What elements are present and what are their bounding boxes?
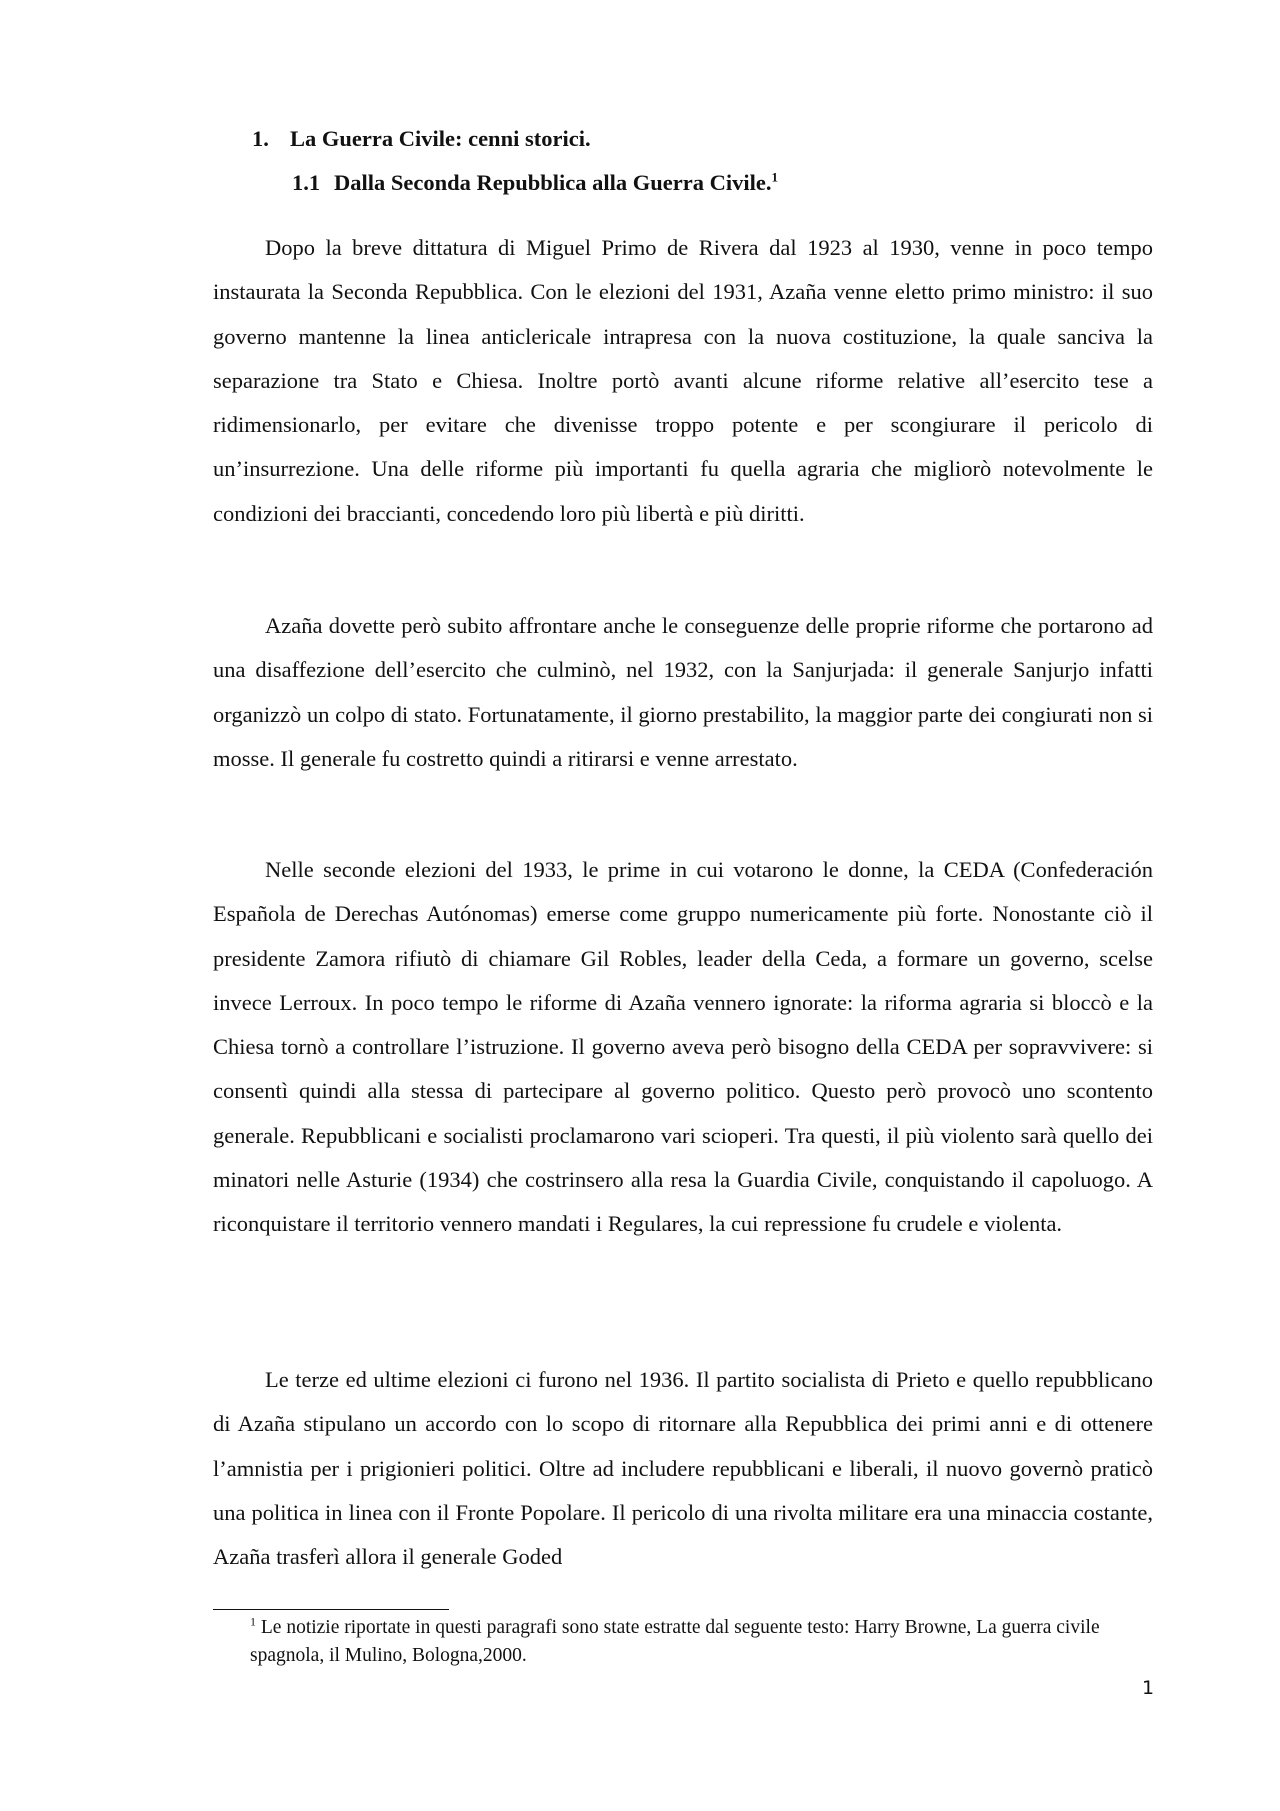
paragraph: Nelle seconde elezioni del 1933, le prime in cui votarono le donne, la CEDA (Confederación Española de Derechas Autónomas) emerse come gruppo numericamente più forte. Nonostante ciò il presidente Zamora rifiutò di chiamare Gil Robles, leader della Ceda, a formare un governo, scelse invece Lerroux. In poco tempo le riforme di Azaña vennero ignorate: la riforma agraria si bloccò e la Chiesa tornò a controllare l’istruzione. Il governo aveva però bisogno della CEDA per sopravvivere: si consentì quindi alla stessa di partecipare al governo politico. Questo però provocò uno scontento generale. Repubblicani e socialisti proclamarono vari scioperi. Tra questi, il più violento sarà quello dei minatori nelle Asturie (1934) che costrinsero alla resa la Guardia Civile, conquistando il capoluogo. A riconquistare il territorio vennero mandati i Regulares, la cui repressione fu crudele e violenta. xyxy=(213,857,1153,1237)
section-title: Dalla Seconda Repubblica alla Guerra Civile. xyxy=(334,170,772,195)
section-heading xyxy=(292,168,778,198)
footnote xyxy=(250,1614,1155,1670)
paragraph: Dopo la breve dittatura di Miguel Primo de Rivera dal 1923 al 1930, venne in poco tempo instaurata la Seconda Repubblica. Con le elezioni del 1931, Azaña venne eletto primo ministro: il suo governo mantenne la linea anticlericale intrapresa con la nuova costituzione, la quale sanciva la separazione tra Stato e Chiesa. Inoltre portò avanti alcune riforme relative all’esercito tese a ridimensionarlo, per evitare che divenisse troppo potente e per scongiurare il pericolo di un’insurrezione. Una delle riforme più importanti fu quella agraria che migliorò notevolmente le condizioni dei braccianti, concedendo loro più libertà e più diritti. xyxy=(213,235,1153,526)
footnote-text: Le notizie riportate in questi paragrafi sono state estratte dal seguente testo: Harry Browne, La guerra civile spagnola, il Mulino, Bologna,2000. xyxy=(250,1617,1100,1666)
page-number: 1 xyxy=(1142,1677,1155,1699)
chapter-title: La Guerra Civile: cenni storici. xyxy=(290,126,591,151)
footnote-reference[interactable]: 1 xyxy=(771,169,779,185)
paragraph: Azaña dovette però subito affrontare anche le conseguenze delle proprie riforme che portarono ad una disaffezione dell’esercito che culminò, nel 1932, con la Sanjurjada: il generale Sanjurjo infatti organizzò un colpo di stato. Fortunatamente, il giorno prestabilito, la maggior parte dei congiurati non si mosse. Il generale fu costretto quindi a ritirarsi e venne arrestato. xyxy=(213,613,1153,771)
footnote-marker: 1 xyxy=(250,1614,256,1629)
chapter-heading xyxy=(252,124,591,154)
paragraph: Le terze ed ultime elezioni ci furono nel 1936. Il partito socialista di Prieto e quello repubblicano di Azaña stipulano un accordo con lo scopo di ritornare alla Repubblica dei primi anni e di ottenere l’amnistia per i prigionieri politici. Oltre ad includere repubblicani e liberali, il nuovo governò praticò una politica in linea con il Fronte Popolare. Il pericolo di una rivolta militare era una minaccia costante, Azaña trasferì allora il generale Goded xyxy=(213,1367,1153,1570)
footnote-separator xyxy=(213,1609,449,1610)
section-number: 1.1 xyxy=(292,170,321,195)
chapter-number: 1. xyxy=(252,126,269,151)
